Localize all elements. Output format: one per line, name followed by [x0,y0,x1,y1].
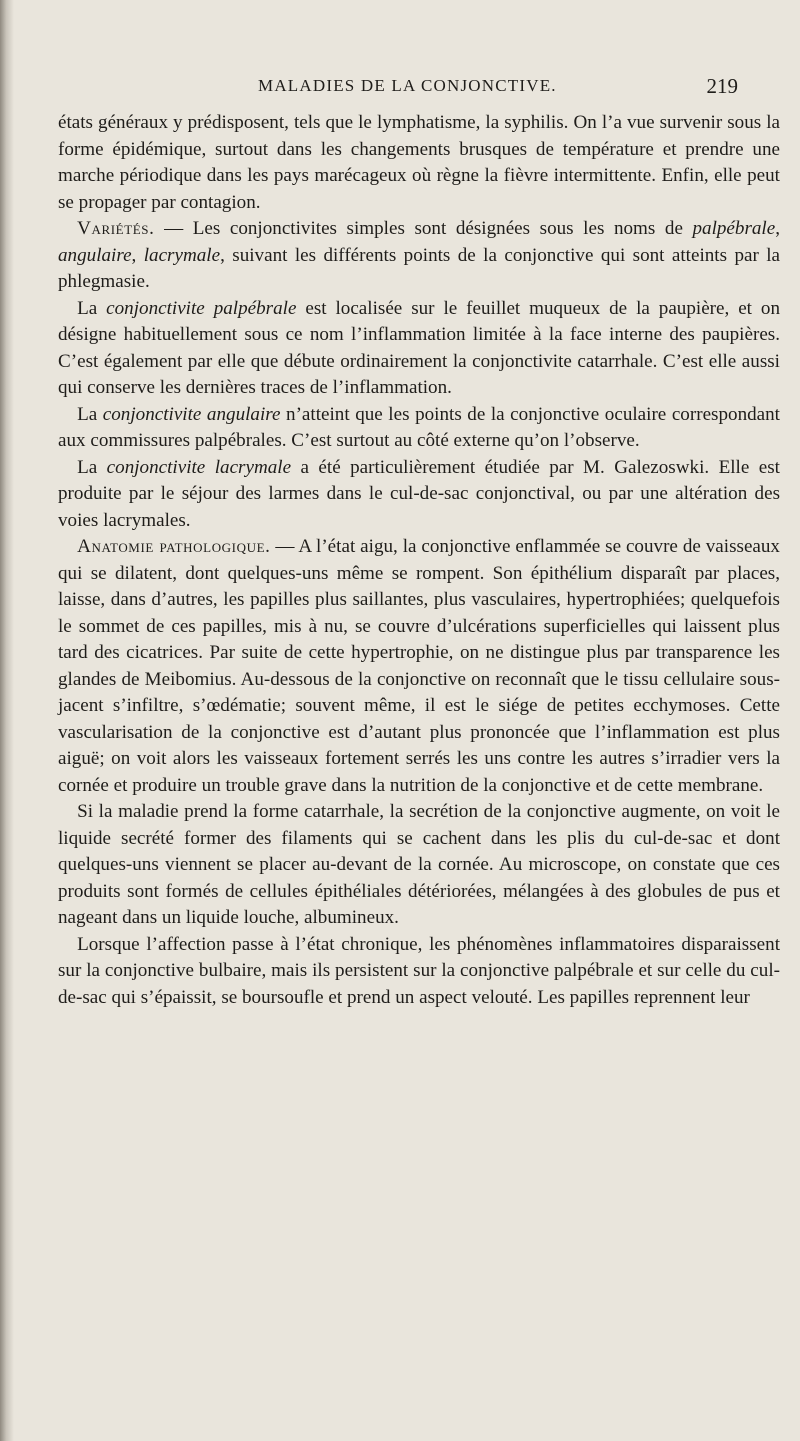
text-span: Lorsque l’affection passe à l’état chronique, les phénomènes inflammatoires disparaissent sur la conjonctive bulbaire, mais ils persistent sur la conjonctive palpébrale et sur celle du cul-de-sac qui s’épaissit, se boursoufle et prend un aspect velouté. Les papilles reprennent leur [58,933,780,1008]
text-span: états généraux y prédisposent, tels que le lymphatisme, la syphilis. On l’a vue survenir sous la forme épidémique, surtout dans les changements brusques de température et prendre une marche périodique dans les pays marécageux où règne la fièvre intermittente. Enfin, elle peut se propager par contagion. [58,112,780,213]
paragraph [58,296,780,402]
italic-term: conjonctivite palpébrale [106,297,297,319]
paragraph [58,110,780,216]
page-number: 219 [706,74,738,98]
italic-term: palpébrale [692,218,776,239]
text-span: est localisée sur le feuillet muqueux de la paupière, et on désigne habituellement sous ce nom l’inflammation limitée à la face interne des paupières. C’est également par elle que débute ordinairement la conjonctivite catarrhale. C’est elle aussi qui conserve les dernières traces de l’inflammation. [58,297,780,398]
text-span: n’atteint que les points de la conjonctive oculaire correspondant aux commissures palpébrales. C’est surtout au côté externe qu’on l’observe. [58,403,780,451]
body-text [58,110,780,1011]
paragraph [58,402,780,455]
text-span: — A l’état aigu, la conjonctive enflammée se couvre de vaisseaux qui se dilatent, dont quelques-uns même se rompent. Son épithélium disparaît par places, laisse, dans d’autres, les papilles plus saillantes, plus vasculaires, hypertrophiées; quelquefois le sommet de ces papilles, mis à nu, se couvre d’ulcérations superficielles qui laissent plus tard des cicatrices. Par suite de cette hypertrophie, on ne distingue plus par transparence les glandes de Meibomius. Au-dessous de la conjonctive on reconnaît que le tissu cellulaire sous-jacent s’infiltre, s’œdématie; souvent même, il est le siége de petites ecchymoses. Cette vascularisation de la conjonctive est d’autant plus prononcée que l’inflammation est plus aiguë; on voit alors les vaisseaux fortement serrés les uns contre les autres s’irradier vers la cornée et produire un trouble grave dans la nutrition de la conjonctive et de cette membrane. [58,536,780,796]
paragraph [58,799,780,932]
page-binding-edge [0,0,14,1441]
text-span: La [77,456,107,478]
paragraph [58,455,780,535]
text-span: a été particulièrement étudiée par M. Galezoswki. Elle est produite par le séjour des larmes dans le cul-de-sac conjonctival, ou par une altération des voies lacrymales. [58,456,780,531]
italic-term: lacrymale [143,244,221,266]
paragraph [58,534,780,799]
text-span: , [775,218,780,239]
page-header [58,76,780,110]
running-head: MALADIES DE LA CONJONCTIVE. [258,76,557,95]
paragraph [58,932,780,1012]
text-span: La [77,403,103,425]
italic-term: angulaire [58,244,132,266]
italic-term: conjonctivite angulaire [102,403,281,425]
book-page [58,76,780,1011]
paragraph [58,216,780,296]
text-span: — Les conjonctivites simples sont désignées sous les noms de [154,218,693,239]
text-span: La [77,297,107,319]
text-span: , suivant les différents points de la conjonctive qui sont atteints par la phlegmasie. [58,244,781,292]
section-heading-anatomie: Anatomie pathologique. [77,536,271,557]
text-span: Si la maladie prend la forme catarrhale, la secrétion de la conjonctive augmente, on voit le liquide secrété former des filaments qui se cachent dans les plis du cul-de-sac et dont quelques-uns viennent se placer au-devant de la cornée. Au microscope, on constate que ces produits sont formés de cellules épithéliales détériorées, mélangées à des globules de pus et nageant dans un liquide louche, albumineux. [58,801,780,928]
italic-term: conjonctivite lacrymale [106,456,292,478]
text-span: , [131,244,144,266]
section-heading-varietes: Variétés. [77,218,155,239]
